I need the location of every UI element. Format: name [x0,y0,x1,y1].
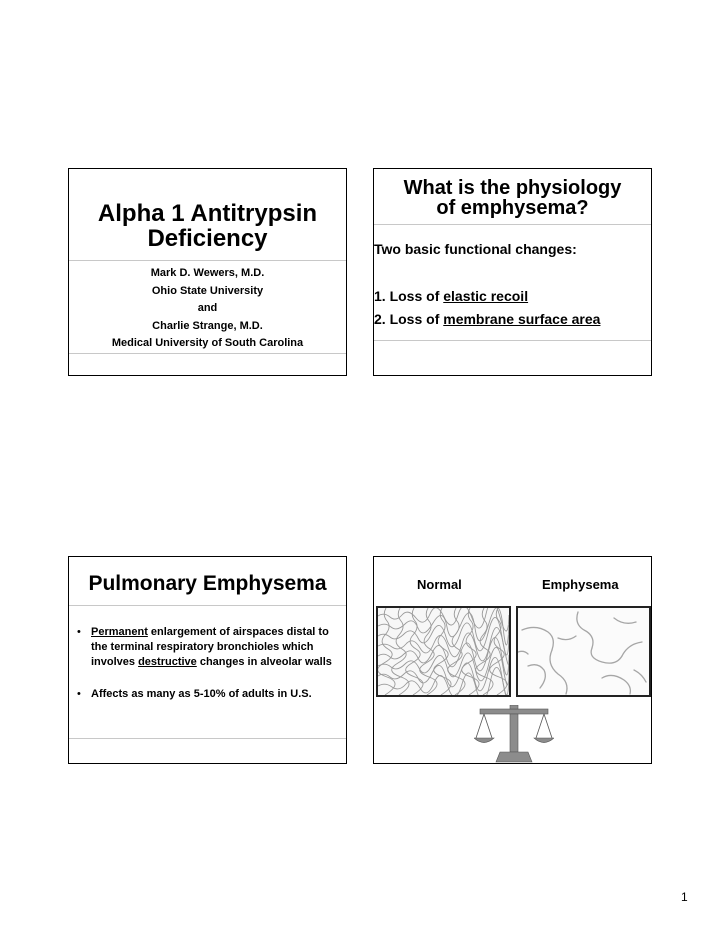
destructive-term: destructive [138,656,197,668]
elastic-recoil-term: elastic recoil [443,288,529,304]
permanent-term: Permanent [91,626,148,638]
slide-1 [68,168,347,376]
slide-3-bullets [77,625,340,702]
slide-1-footer-divider [69,353,346,354]
slide-2-list-item: 1. Loss of elastic recoil [374,288,529,304]
slide-2-title-line-2: of emphysema? [436,197,589,219]
bullet-icon: • [77,626,81,638]
slide-3 [68,556,347,764]
slide-2-title [374,178,651,218]
slide-3-footer-divider [69,738,346,739]
slide-3-divider [69,605,346,606]
slide-1-title-line-1: Alpha 1 Antitrypsin [97,200,318,227]
slide-2 [373,168,652,376]
slide-2-divider [374,224,651,225]
author-conjunction: and [197,302,218,314]
normal-lung-tissue [376,606,511,697]
slide-4 [373,556,652,764]
emphysema-tissue-icon [518,608,649,695]
list-item: • Permanent enlargement of airspaces distal to the terminal respiratory bronchioles which involves destructive changes in alveolar walls [77,626,332,668]
emphysema-label: Emphysema [542,577,619,592]
slide-2-title-line-1: What is the physiology [403,177,622,199]
author-1-name: Mark D. Wewers, M.D. [150,267,265,279]
list-item: • Affects as many as 5-10% of adults in U.S. [77,688,312,700]
bullet-icon: • [77,688,81,700]
balance-scale-icon [474,705,554,763]
slide-1-divider [69,260,346,261]
author-2-name: Charlie Strange, M.D. [152,319,263,332]
slide-2-list [374,285,600,331]
page-number: 1 [681,890,688,904]
slide-2-footer-divider [374,340,651,341]
normal-label: Normal [417,577,462,592]
author-2-affiliation: Medical University of South Carolina [111,337,304,349]
slide-2-list-item: 2. Loss of membrane surface area [374,311,601,327]
slide-1-title-line-2: Deficiency [147,225,268,252]
normal-tissue-icon [378,608,509,695]
membrane-surface-area-term: membrane surface area [443,311,601,327]
author-1-affiliation: Ohio State University [151,284,264,297]
slide-3-title: Pulmonary Emphysema [88,572,327,595]
slide-1-title [69,201,346,251]
slide-1-authors [69,265,346,353]
slide-2-subtitle: Two basic functional changes: [374,241,577,257]
emphysema-lung-tissue [516,606,651,697]
